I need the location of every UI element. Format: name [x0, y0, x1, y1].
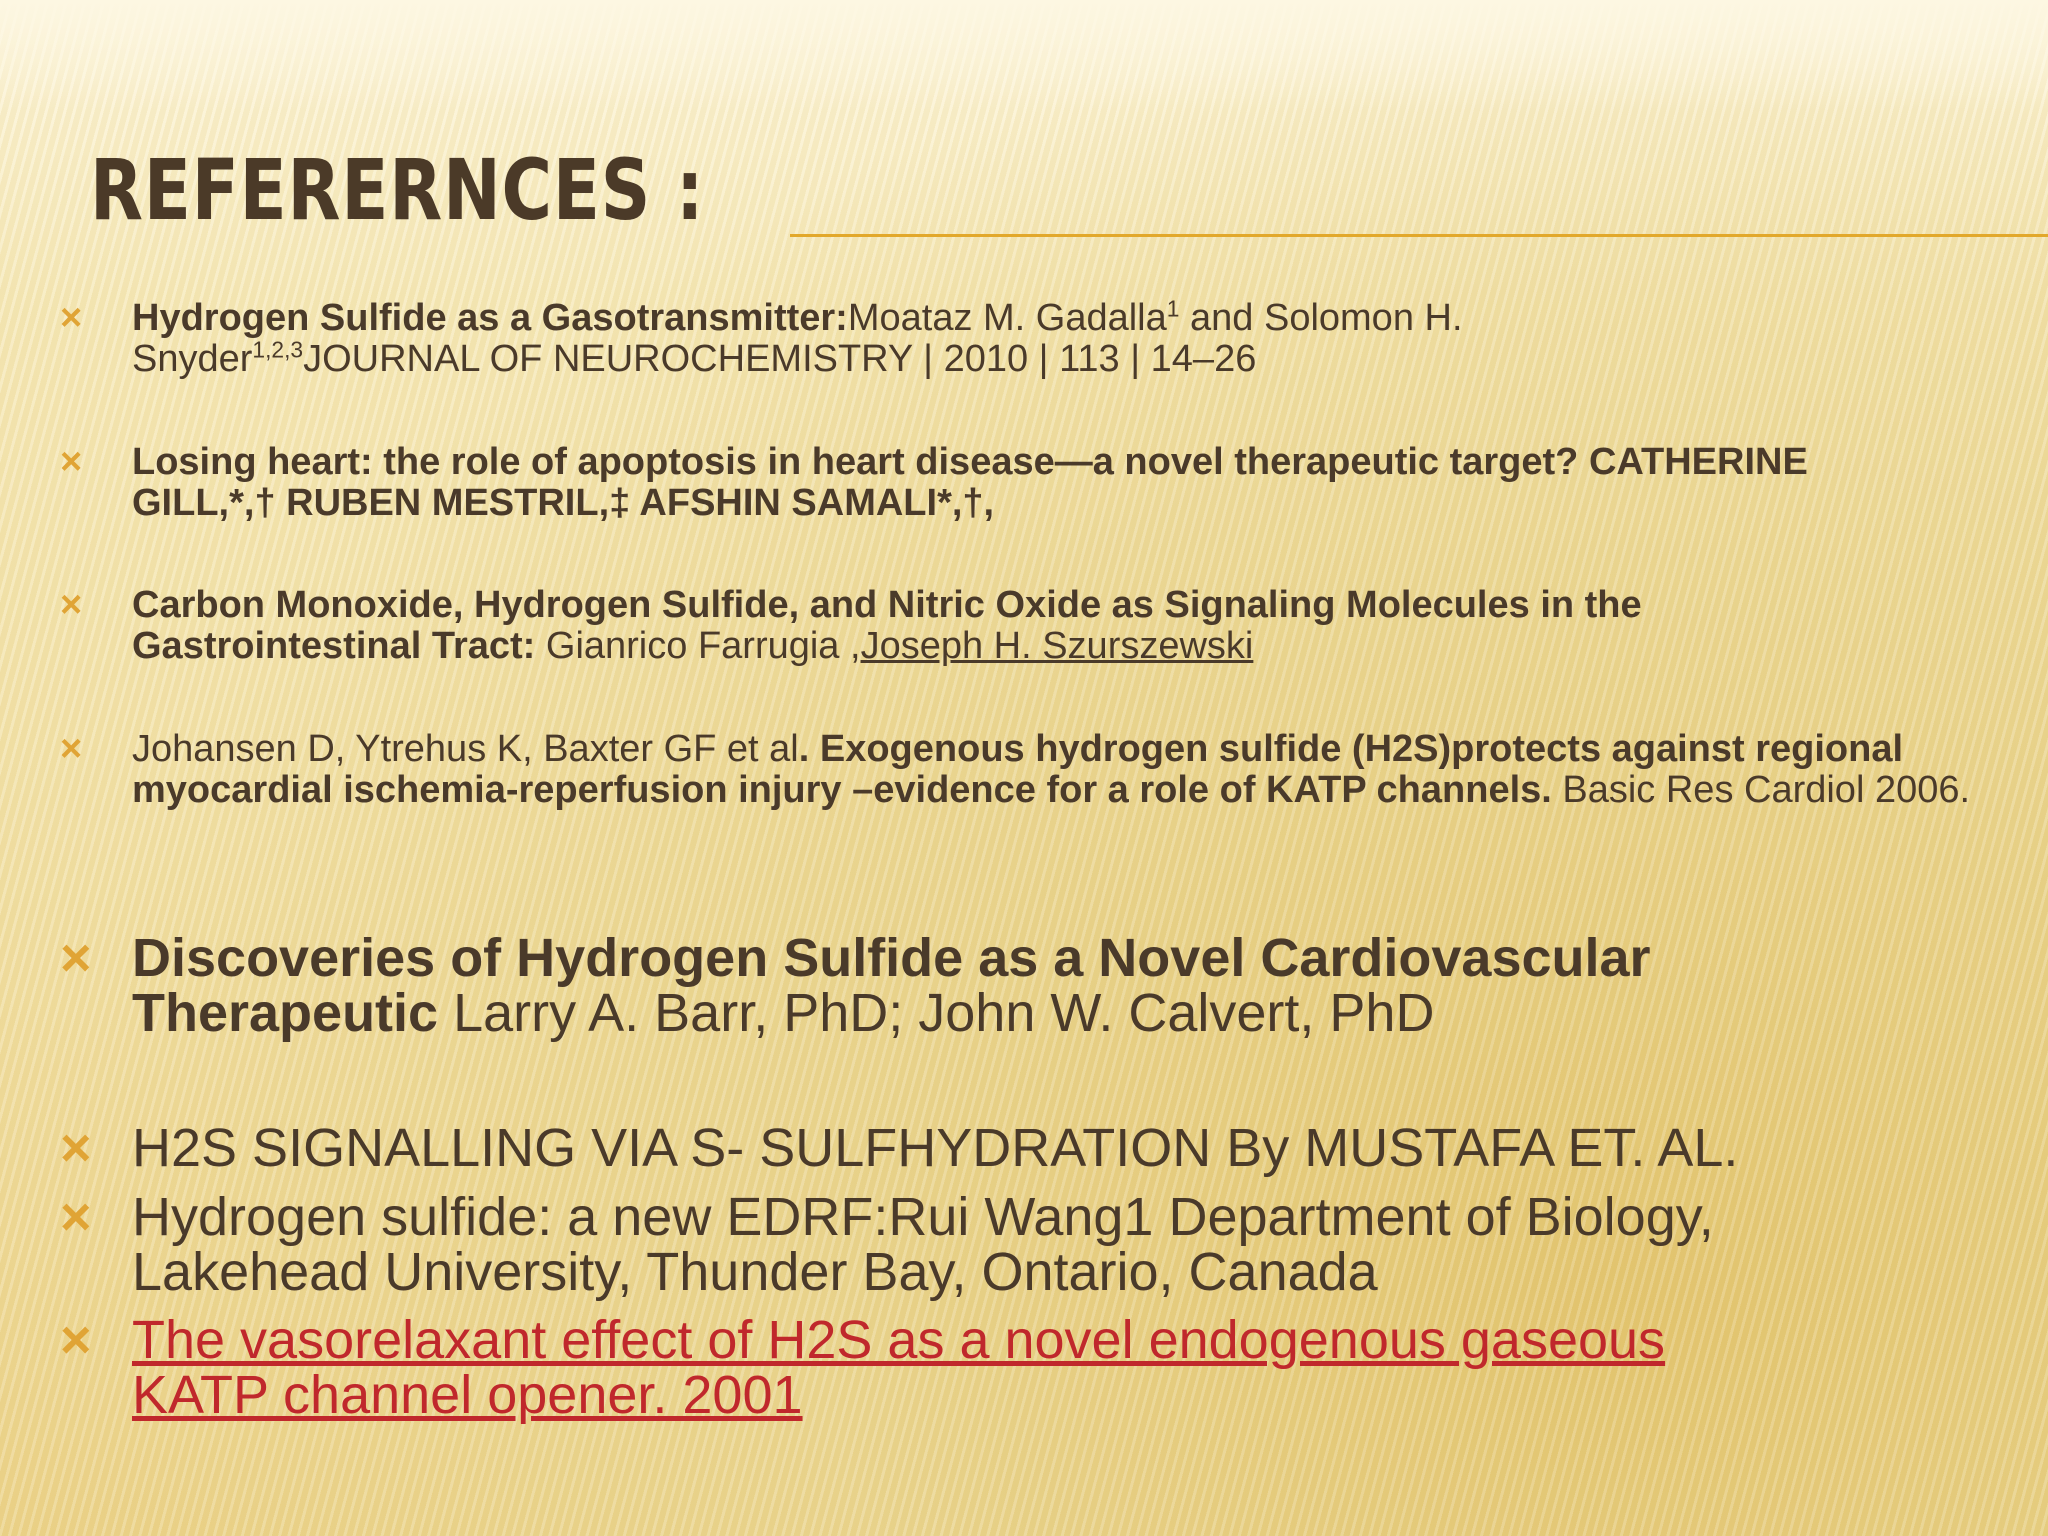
reference-author-link[interactable]: Joseph H. Szurszewski — [860, 625, 1254, 667]
reference-title: Hydrogen sulfide: a new EDRF:Rui Wang1 Department of Biology, Lakehead University, Thunder Bay, Ontario, Canada — [132, 1187, 1714, 1302]
superscript: 1 — [1166, 295, 1180, 322]
reference-item-1 — [60, 295, 1692, 380]
reference-title: Hydrogen Sulfide as a Gasotransmitter: — [132, 297, 848, 339]
reference-item-8 — [60, 1310, 1692, 1425]
superscript: 1,2,3 — [252, 336, 304, 363]
reference-author: Moataz M. Gadalla — [847, 297, 1167, 339]
bullet-icon: × — [60, 1118, 92, 1178]
reference-author: Johansen D, Ytrehus K, Baxter GF et al — [132, 728, 799, 770]
reference-title: Losing heart: the role of apoptosis in heart disease—a novel therapeutic target? CATHERINE GILL,*,† RUBEN MESTRIL,‡ AFSHIN SAMALI*,†, — [132, 441, 1808, 524]
reference-title: Carbon Monoxide, Hydrogen Sulfide, and Nitric Oxide as Signaling Molecules in the Gastrointestinal Tract: — [132, 584, 1642, 667]
reference-author: Larry A. Barr, PhD; John W. Calvert, PhD — [438, 983, 1435, 1043]
reference-item-7 — [60, 1187, 1952, 1302]
bullet-icon: × — [60, 1310, 92, 1370]
reference-title: H2S SIGNALLING VIA S- SULFHYDRATION By MUSTAFA ET. AL. — [132, 1118, 1739, 1178]
bullet-icon: × — [60, 928, 92, 988]
reference-title: Discoveries of Hydrogen Sulfide as a Novel Cardiovascular Therapeutic — [132, 928, 1651, 1043]
bullet-icon: × — [60, 728, 83, 770]
slide-title: REFERERNCES : — [90, 141, 705, 239]
reference-item-3 — [60, 584, 1932, 667]
reference-item-5 — [60, 928, 1892, 1043]
reference-author: and Solomon H. Snyder — [132, 297, 1463, 380]
bullet-icon: × — [60, 584, 83, 626]
reference-source: JOURNAL OF NEUROCHEMISTRY | 2010 | 113 | 14–26 — [303, 338, 1257, 380]
reference-author: Gianrico Farrugia , — [535, 625, 861, 667]
reference-item-6 — [60, 1118, 2012, 1178]
reference-title: . Exogenous hydrogen sulfide (H2S)protects against regional myocardial ischemia-reperfusion injury –evidence for a role of KATP channels. — [132, 728, 1904, 811]
bullet-icon: × — [60, 441, 83, 483]
bullet-icon: × — [60, 1187, 92, 1247]
bullet-icon: × — [60, 297, 83, 339]
reference-link[interactable]: The vasorelaxant effect of H2S as a novel endogenous gaseous KATP channel opener. 2001 — [132, 1310, 1666, 1425]
reference-source: Basic Res Cardiol 2006. — [1551, 769, 1971, 811]
reference-item-2 — [60, 441, 1892, 524]
reference-item-4 — [60, 728, 2012, 811]
